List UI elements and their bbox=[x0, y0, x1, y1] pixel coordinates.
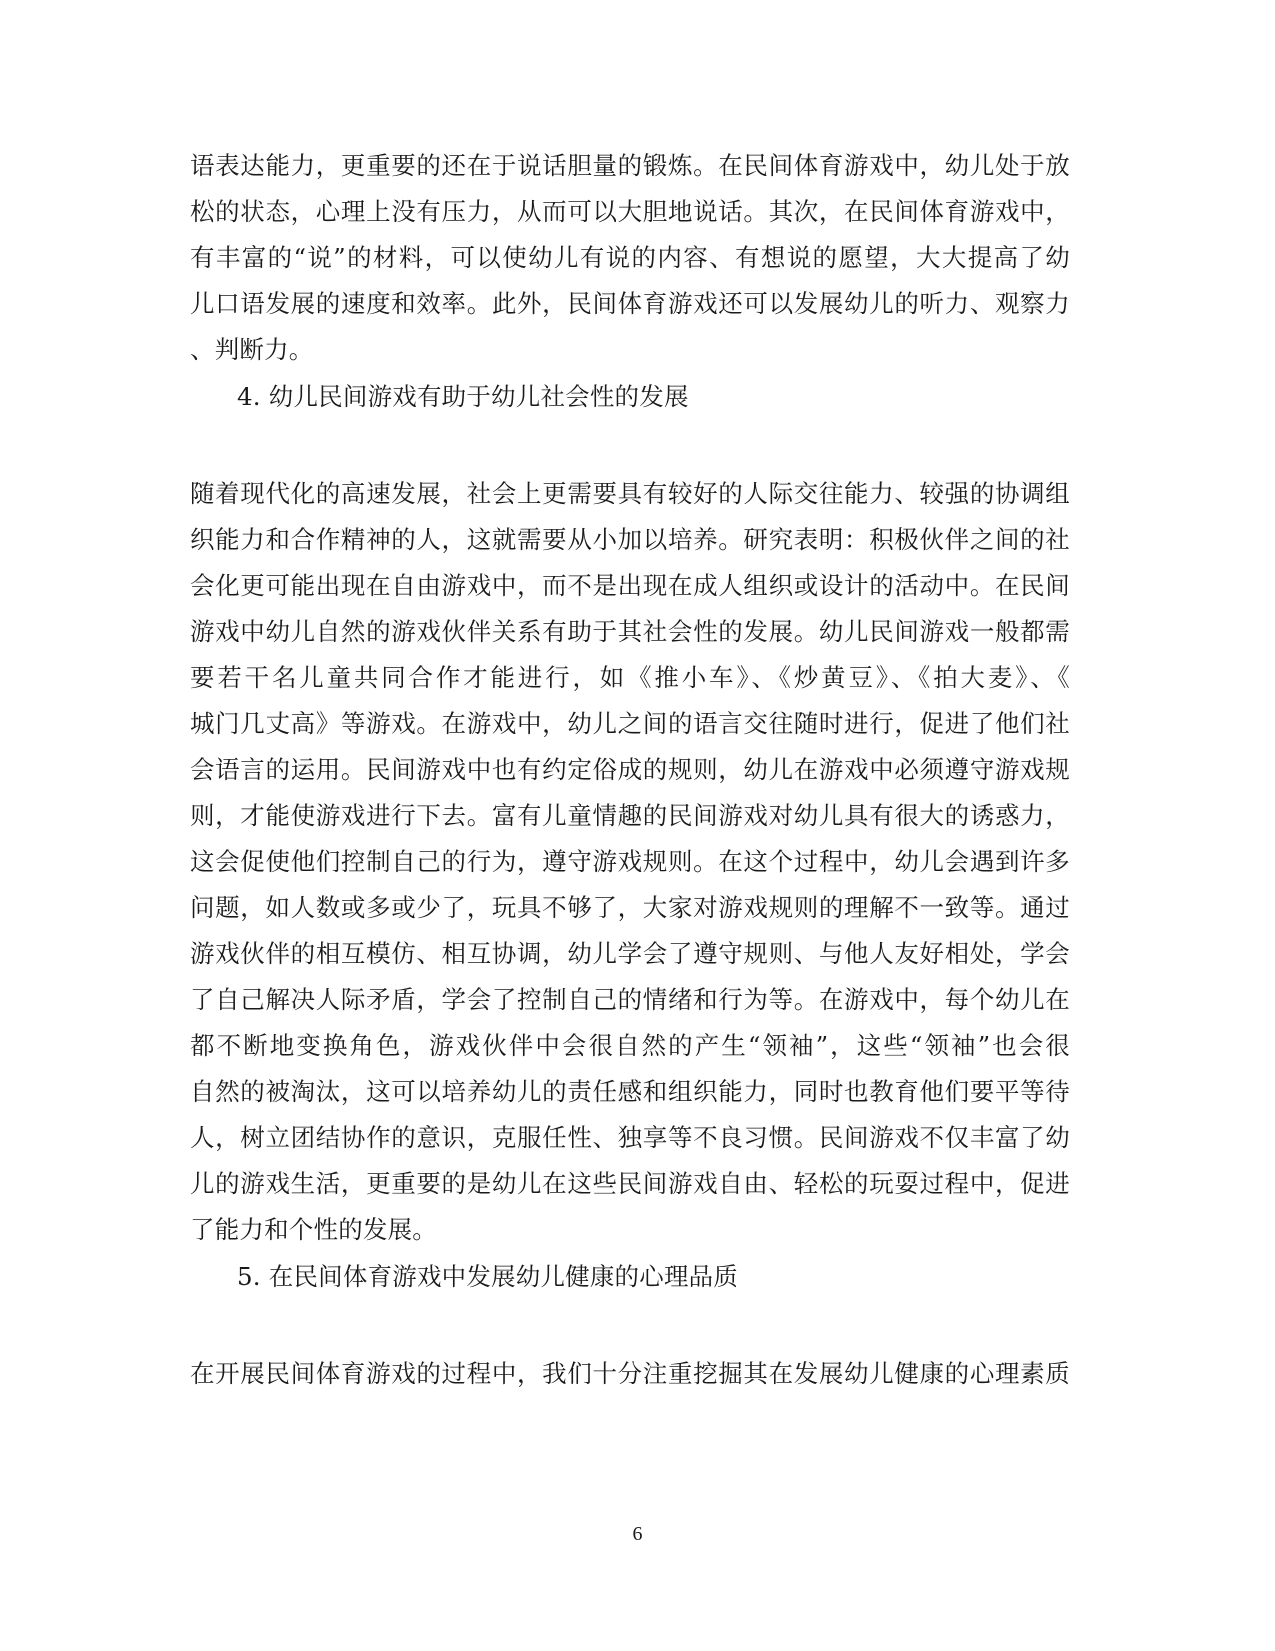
paragraph-line: 、判断力。 bbox=[190, 335, 314, 364]
paragraph-line: 了能力和个性的发展。 bbox=[190, 1215, 437, 1244]
paragraph-line: 则，才能使游戏进行下去。富有儿童情趣的民间游戏对幼儿具有很大的诱惑力， bbox=[190, 801, 1070, 830]
paragraph-line: 织能力和合作精神的人，这就需要从小加以培养。研究表明：积极伙伴之间的社 bbox=[190, 525, 1070, 554]
paragraph-line: 城门几丈高》等游戏。在游戏中，幼儿之间的语言交往随时进行，促进了他们社 bbox=[190, 709, 1070, 738]
paragraph-line: 游戏伙伴的相互模仿、相互协调，幼儿学会了遵守规则、与他人友好相处，学会 bbox=[190, 939, 1070, 968]
paragraph-line: 自然的被淘汰，这可以培养幼儿的责任感和组织能力，同时也教育他们要平等待 bbox=[190, 1077, 1070, 1106]
paragraph-line: 会化更可能出现在自由游戏中，而不是出现在成人组织或设计的活动中。在民间 bbox=[190, 571, 1070, 600]
paragraph-line: 儿口语发展的速度和效率。此外，民间体育游戏还可以发展幼儿的听力、观察力 bbox=[190, 289, 1070, 318]
section-heading-4: 4. 幼儿民间游戏有助于幼儿社会性的发展 bbox=[237, 382, 689, 411]
paragraph-line: 要若干名儿童共同合作才能进行，如《推小车》、《炒黄豆》、《拍大麦》、《 bbox=[190, 663, 1070, 692]
page-number: 6 bbox=[632, 1523, 643, 1545]
paragraph-line: 在开展民间体育游戏的过程中，我们十分注重挖掘其在发展幼儿健康的心理素质 bbox=[190, 1359, 1070, 1388]
paragraph-line: 会语言的运用。民间游戏中也有约定俗成的规则，幼儿在游戏中必须遵守游戏规 bbox=[190, 755, 1070, 784]
paragraph-line: 游戏中幼儿自然的游戏伙伴关系有助于其社会性的发展。幼儿民间游戏一般都需 bbox=[190, 617, 1070, 646]
paragraph-line: 有丰富的“说”的材料，可以使幼儿有说的内容、有想说的愿望，大大提高了幼 bbox=[190, 243, 1070, 272]
paragraph-line: 问题，如人数或多或少了，玩具不够了，大家对游戏规则的理解不一致等。通过 bbox=[190, 893, 1070, 922]
paragraph-line: 都不断地变换角色，游戏伙伴中会很自然的产生“领袖”，这些“领袖”也会很 bbox=[190, 1031, 1070, 1060]
paragraph-line: 人，树立团结协作的意识，克服任性、独享等不良习惯。民间游戏不仅丰富了幼 bbox=[190, 1123, 1070, 1152]
paragraph-line: 语表达能力，更重要的还在于说话胆量的锻炼。在民间体育游戏中，幼儿处于放 bbox=[190, 151, 1070, 180]
paragraph-line: 儿的游戏生活，更重要的是幼儿在这些民间游戏自由、轻松的玩耍过程中，促进 bbox=[190, 1169, 1070, 1198]
paragraph-line: 这会促使他们控制自己的行为，遵守游戏规则。在这个过程中，幼儿会遇到许多 bbox=[190, 847, 1070, 876]
section-heading-5: 5. 在民间体育游戏中发展幼儿健康的心理品质 bbox=[237, 1262, 739, 1291]
paragraph-line: 了自己解决人际矛盾，学会了控制自己的情绪和行为等。在游戏中，每个幼儿在 bbox=[190, 985, 1070, 1014]
paragraph-line: 随着现代化的高速发展，社会上更需要具有较好的人际交往能力、较强的协调组 bbox=[190, 479, 1070, 508]
paragraph-line: 松的状态，心理上没有压力，从而可以大胆地说话。其次，在民间体育游戏中， bbox=[190, 197, 1070, 226]
